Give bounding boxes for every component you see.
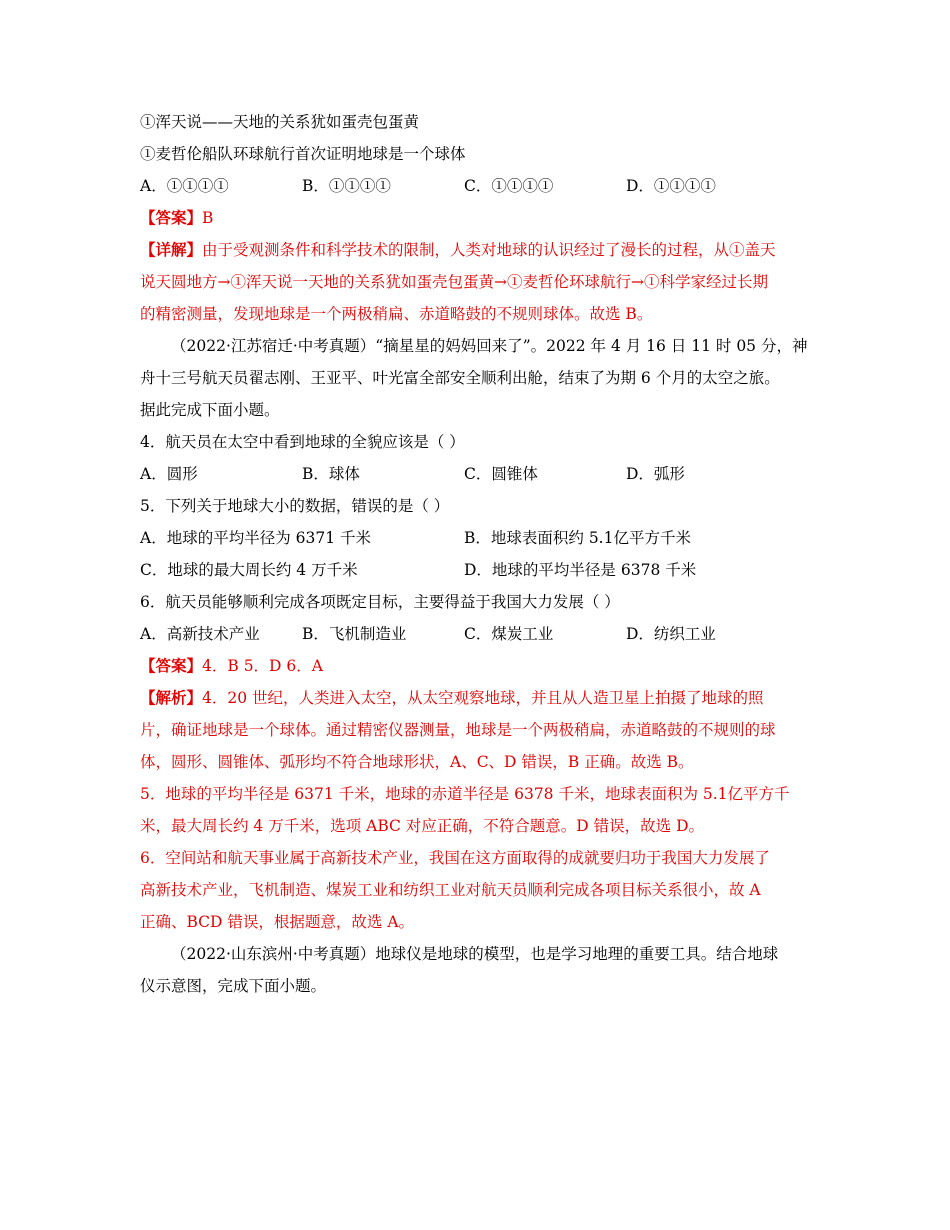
- analysis-6-line-3: 正确、BCD 错误，根据题意，故选 A。: [140, 913, 415, 931]
- analysis-4-line-2: 片，确证地球是一个球体。通过精密仪器测量，地球是一个两极稍扁，赤道略鼓的不规则的球: [140, 721, 776, 739]
- q3-options: [140, 170, 820, 202]
- statement-huntian: ①浑天说——天地的关系犹如蛋壳包蛋黄: [140, 113, 420, 131]
- document-content: [140, 106, 820, 1002]
- q3-option-b: B．①①①①: [302, 177, 391, 195]
- q3-option-a: A．①①①①: [140, 177, 229, 195]
- analysis-5-line-1: 5．地球的平均半径是 6371 千米，地球的赤道半径是 6378 千米，地球表面积为 5.1亿平方千: [140, 785, 790, 803]
- q5-options-row-2: [140, 554, 820, 586]
- analysis-6-line-1: 6．空间站和航天事业属于高新技术产业，我国在这方面取得的成就要归功于我国大力发展了: [140, 849, 770, 867]
- q6-options: [140, 618, 820, 650]
- q6-option-d: D．纺织工业: [626, 625, 716, 643]
- q6-stem: 6．航天员能够顺利完成各项既定目标，主要得益于我国大力发展（ ）: [140, 593, 620, 611]
- q4-stem: 4．航天员在太空中看到地球的全貌应该是（ ）: [140, 433, 465, 451]
- q5-option-b: B．地球表面积约 5.1亿平方千米: [464, 529, 691, 547]
- q4-option-b: B．球体: [302, 465, 360, 483]
- q5-option-d: D．地球的平均半径是 6378 千米: [464, 561, 697, 579]
- q3-option-c: C．①①①①: [464, 177, 554, 195]
- q6-option-b: B．飞机制造业: [302, 625, 407, 643]
- analysis-4-line-3: 体，圆形、圆锥体、弧形均不符合地球形状，A、C、D 错误，B 正确。故选 B。: [140, 753, 694, 771]
- analysis-text: 4．20 世纪，人类进入太空，从太空观察地球，并且从人造卫星上拍摄了地球的照: [202, 689, 764, 707]
- detail-text: 由于受观测条件和科学技术的限制，人类对地球的认识经过了漫长的过程，从①盖天: [202, 241, 776, 259]
- q6-option-c: C．煤炭工业: [464, 625, 554, 643]
- q6-option-a: A．高新技术产业: [140, 625, 260, 643]
- answers-456: [140, 650, 820, 682]
- statement-magellan: ①麦哲伦船队环球航行首次证明地球是一个球体: [140, 145, 466, 163]
- analysis-4-line-1: [140, 682, 820, 714]
- q4-option-c: C．圆锥体: [464, 465, 538, 483]
- q3-answer: [140, 202, 820, 234]
- q5-option-c: C．地球的最大周长约 4 万千米: [140, 561, 358, 579]
- analysis-tag: 【解析】: [140, 688, 203, 707]
- intro1-line-3: 据此完成下面小题。: [140, 401, 280, 419]
- q5-options-row-1: [140, 522, 820, 554]
- q4-option-a: A．圆形: [140, 465, 198, 483]
- q3-detail-line-2: 说天圆地方→①浑天说一天地的关系犹如蛋壳包蛋黄→①麦哲伦环球航行→①科学家经过长期: [140, 273, 768, 291]
- q3-detail-line-3: 的精密测量，发现地球是一个两极稍扁、赤道略鼓的不规则球体。故选 B。: [140, 305, 653, 323]
- intro1-line-2: 舟十三号航天员翟志刚、王亚平、叶光富全部安全顺利出舱，结束了为期 6 个月的太空之旅。: [140, 369, 780, 387]
- answer-tag: 【答案】: [140, 208, 203, 227]
- q3-option-d: D．①①①①: [626, 177, 716, 195]
- analysis-6-line-2: 高新技术产业，飞机制造、煤炭工业和纺织工业对航天员顺利完成各项目标关系很小，故 A: [140, 881, 761, 899]
- q3-detail-line-1: [140, 234, 820, 266]
- q5-option-a: A．地球的平均半径为 6371 千米: [140, 529, 371, 547]
- intro1-line-1: （2022·江苏宿迁·中考真题）“摘星星的妈妈回来了”。2022 年 4 月 16 日 11 时 05 分，神: [171, 337, 808, 355]
- q5-stem: 5．下列关于地球大小的数据，错误的是（ ）: [140, 497, 450, 515]
- q4-option-d: D．弧形: [626, 465, 685, 483]
- analysis-5-line-2: 米，最大周长约 4 万千米，选项 ABC 对应正确，不符合题意。D 错误，故选 D。: [140, 817, 705, 835]
- q4-options: [140, 458, 820, 490]
- answer-value: 4．B 5．D 6．A: [202, 657, 323, 675]
- answer-tag: 【答案】: [140, 656, 203, 675]
- intro2-line-1: （2022·山东滨州·中考真题）地球仪是地球的模型，也是学习地理的重要工具。结合地球: [171, 945, 779, 963]
- detail-tag: 【详解】: [140, 240, 203, 259]
- intro2-line-2: 仪示意图，完成下面小题。: [140, 977, 327, 995]
- answer-value: B: [202, 209, 214, 227]
